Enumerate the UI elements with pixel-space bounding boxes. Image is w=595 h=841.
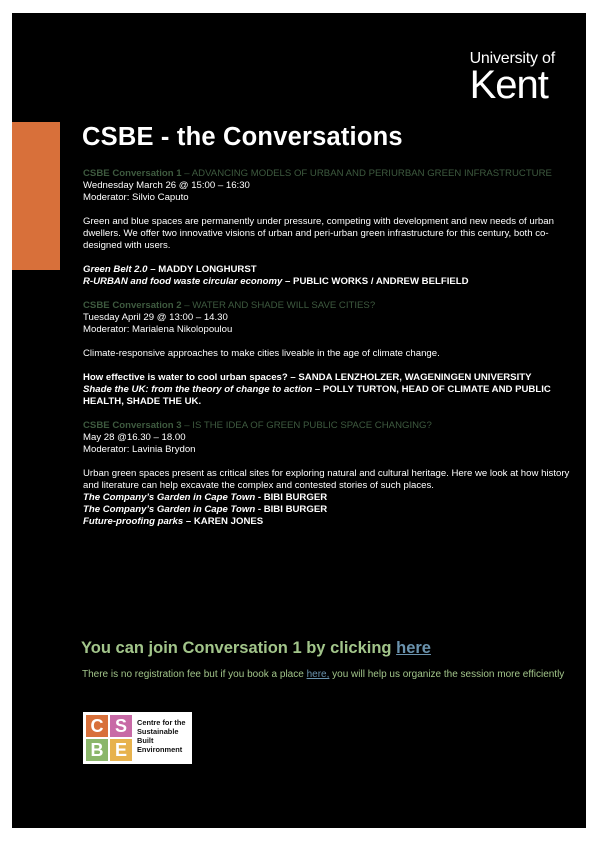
conversation-1-moderator: Moderator: Silvio Caputo [83,192,189,203]
conversation-2-topic: – WATER AND SHADE WILL SAVE CITIES? [181,300,376,311]
conversation-3-description: Urban green spaces present as critical sites for exploring natural and cultural heritage. Here we look at how history and literature can help excavate the complex and contested stories of such places. [83,468,570,491]
conversation-3-topic: – IS THE IDEA OF GREEN PUBLIC SPACE CHANGING? [181,420,432,431]
talk-speaker: – SANDA LENZHOLZER, WAGENINGEN UNIVERSITY [287,372,532,383]
conversation-1-talk-1 [83,264,575,276]
conversations-body [83,168,575,528]
note-text-before: There is no registration fee but if you book a place [82,669,307,680]
join-callout [81,639,431,658]
conversation-2-moderator: Moderator: Marialena Nikolopoulou [83,324,233,335]
talk-title: Shade the UK: from the theory of change to action [83,384,313,395]
note-text-after: you will help us organize the session more efficiently [329,669,565,680]
csbe-logo [83,712,192,764]
join-text: You can join Conversation 1 by clicking [81,639,397,657]
logo-letter-s: S [110,715,132,737]
conversation-3-talk-1 [83,492,575,504]
conversation-2-talk-2 [83,384,575,408]
conversation-3-label: CSBE Conversation 3 [83,420,182,431]
conversation-1-talk-2 [83,276,575,288]
conversation-2-label: CSBE Conversation 2 [83,300,182,311]
booking-here-link[interactable]: here, [306,669,330,680]
join-here-link[interactable]: here [396,639,431,657]
talk-title: R-URBAN and food waste circular economy [83,276,283,287]
talk-title: The Company’s Garden in Cape Town [83,492,256,503]
talk-speaker: – PUBLIC WORKS / ANDREW BELFIELD [282,276,469,287]
talk-speaker: – MADDY LONGHURST [147,264,257,275]
conversation-3-talk-3 [83,516,575,528]
conversation-1-date: Wednesday March 26 @ 15:00 – 16:30 [83,180,250,191]
talk-speaker: – KAREN JONES [183,516,264,527]
registration-note [82,669,582,681]
logo-letter-c: C [86,715,108,737]
talk-title: Future-proofing parks [83,516,184,527]
conversation-3-talk-2 [83,504,575,516]
logo-letter-b: B [86,739,108,761]
talk-title: The Company’s Garden in Cape Town [83,504,256,515]
logo-line-1: University of [469,50,555,67]
csbe-letter-grid [86,715,132,761]
university-of-kent-logo [469,50,555,107]
orange-accent-bar [12,122,60,270]
logo-line-2: Kent [469,63,548,107]
conversation-3-moderator: Moderator: Lavinia Brydon [83,444,196,455]
csbe-logo-text [137,718,191,754]
talk-speaker: - BIBI BURGER [255,492,328,503]
conversation-1-heading [83,168,575,180]
conversation-1-label: CSBE Conversation 1 [83,168,182,179]
logo-text-line-2: Sustainable [137,727,179,736]
conversation-3-date: May 28 @16.30 – 18.00 [83,432,186,443]
conversation-3-heading [83,420,575,432]
logo-text-line-3: Built [137,736,154,745]
conversation-1-topic: – ADVANCING MODELS OF URBAN AND PERIURBAN GREEN INFRASTRUCTURE [181,168,552,179]
conversation-2-date: Tuesday April 29 @ 13:00 – 14.30 [83,312,228,323]
logo-text-line-1: Centre for the [137,718,186,727]
talk-title: Green Belt 2.0 [83,264,148,275]
talk-title: How effective is water to cool urban spaces? [83,372,288,383]
page-title: CSBE - the Conversations [82,123,403,151]
conversation-1-description: Green and blue spaces are permanently under pressure, competing with development and new needs of urban dwellers. We offer two innovative visions of urban and peri-urban green infrastructure for this century, both co-designed with users. [83,216,554,251]
flyer-page [12,13,586,828]
logo-letter-e: E [110,739,132,761]
talk-speaker: – POLLY TURTON, HEAD OF CLIMATE AND PUBLIC HEALTH, SHADE THE UK. [83,384,551,407]
conversation-2-heading [83,300,575,312]
conversation-2-talk-1 [83,372,575,384]
talk-speaker: - BIBI BURGER [255,504,328,515]
conversation-2-description: Climate-responsive approaches to make cities liveable in the age of climate change. [83,348,440,359]
logo-text-line-4: Environment [137,745,183,754]
